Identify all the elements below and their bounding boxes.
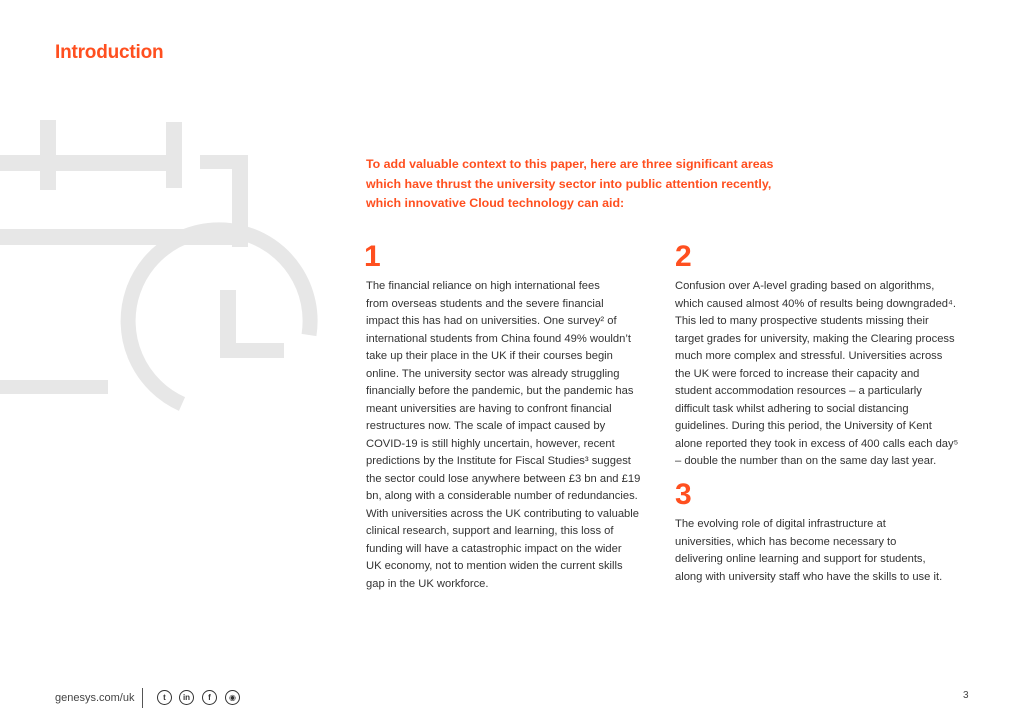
text-line: clinical research, support and learning, this loss of [366, 525, 614, 537]
text-line: which caused almost 40% of results being downgraded⁴. [675, 297, 956, 310]
footer-url[interactable]: genesys.com/uk [55, 692, 135, 704]
text-line: alone reported they took in excess of 400 calls each day⁵ [675, 437, 959, 450]
text-line: COVID-19 is still highly uncertain, however, recent [366, 437, 615, 450]
text-line: take up their place in the UK if their courses begin [366, 350, 613, 362]
text-line: delivering online learning and support for students, [675, 553, 926, 565]
text-line: target grades for university, making the Clearing process [675, 332, 955, 345]
background-decoration [0, 0, 330, 430]
text-line: universities, which has become necessary to [675, 535, 897, 548]
linkedin-icon[interactable]: in [179, 690, 194, 705]
intro-paragraph [366, 155, 786, 214]
text-line: predictions by the Institute for Fiscal Studies³ suggest [366, 455, 631, 467]
intro-line: which innovative Cloud technology can aid: [366, 196, 625, 210]
facebook-icon[interactable]: f [202, 690, 217, 705]
page-number: 3 [963, 690, 969, 701]
text-line: UK economy, not to mention widen the current skills [366, 560, 623, 572]
text-line: meant universities are having to confront financial [366, 402, 612, 415]
page-title: Introduction [55, 42, 164, 63]
text-line: – double the number than on the same day last year. [675, 455, 937, 467]
section-1-number: 1 [364, 240, 381, 273]
section-1-text [366, 278, 640, 593]
intro-line: which have thrust the university sector into public attention recently, [366, 176, 772, 191]
intro-line: To add valuable context to this paper, here are three significant areas [366, 157, 774, 171]
text-line: gap in the UK workforce. [366, 577, 489, 590]
text-line: bn, along with a considerable number of redundancies. [366, 490, 638, 502]
text-line: Confusion over A-level grading based on algorithms, [675, 280, 935, 292]
section-3-number: 3 [675, 478, 692, 511]
section-3-text [675, 516, 942, 586]
text-line: With universities across the UK contributing to valuable [366, 507, 639, 520]
text-line: the sector could lose anywhere between £3 bn and £19 [366, 472, 641, 485]
text-line: the UK were forced to increase their capacity and [675, 367, 920, 380]
text-line: difficult task whilst adhering to social distancing [675, 402, 909, 415]
footer-divider [142, 688, 143, 708]
rss-icon[interactable]: ◉ [225, 690, 240, 705]
text-line: student accommodation resources – a particularly [675, 385, 922, 397]
text-line: much more complex and stressful. Universities across [675, 350, 943, 362]
text-line: restructures now. The scale of impact caused by [366, 420, 606, 432]
text-line: from overseas students and the severe financial [366, 297, 604, 310]
text-line: This led to many prospective students missing their [675, 315, 929, 327]
text-line: along with university staff who have the skills to use it. [675, 570, 943, 583]
twitter-icon[interactable]: t [157, 690, 172, 705]
text-line: The financial reliance on high international fees [366, 280, 600, 292]
section-2-number: 2 [675, 240, 692, 273]
text-line: guidelines. During this period, the University of Kent [675, 420, 932, 432]
text-line: The evolving role of digital infrastructure at [675, 518, 886, 530]
text-line: international students from China found 49% wouldn’t [366, 332, 631, 345]
text-line: impact this has had on universities. One survey² of [366, 315, 617, 327]
text-line: online. The university sector was already struggling [366, 367, 620, 380]
section-2-text [675, 278, 958, 471]
text-line: funding will have a catastrophic impact on the wider [366, 542, 622, 555]
text-line: financially before the pandemic, but the pandemic has [366, 385, 634, 397]
